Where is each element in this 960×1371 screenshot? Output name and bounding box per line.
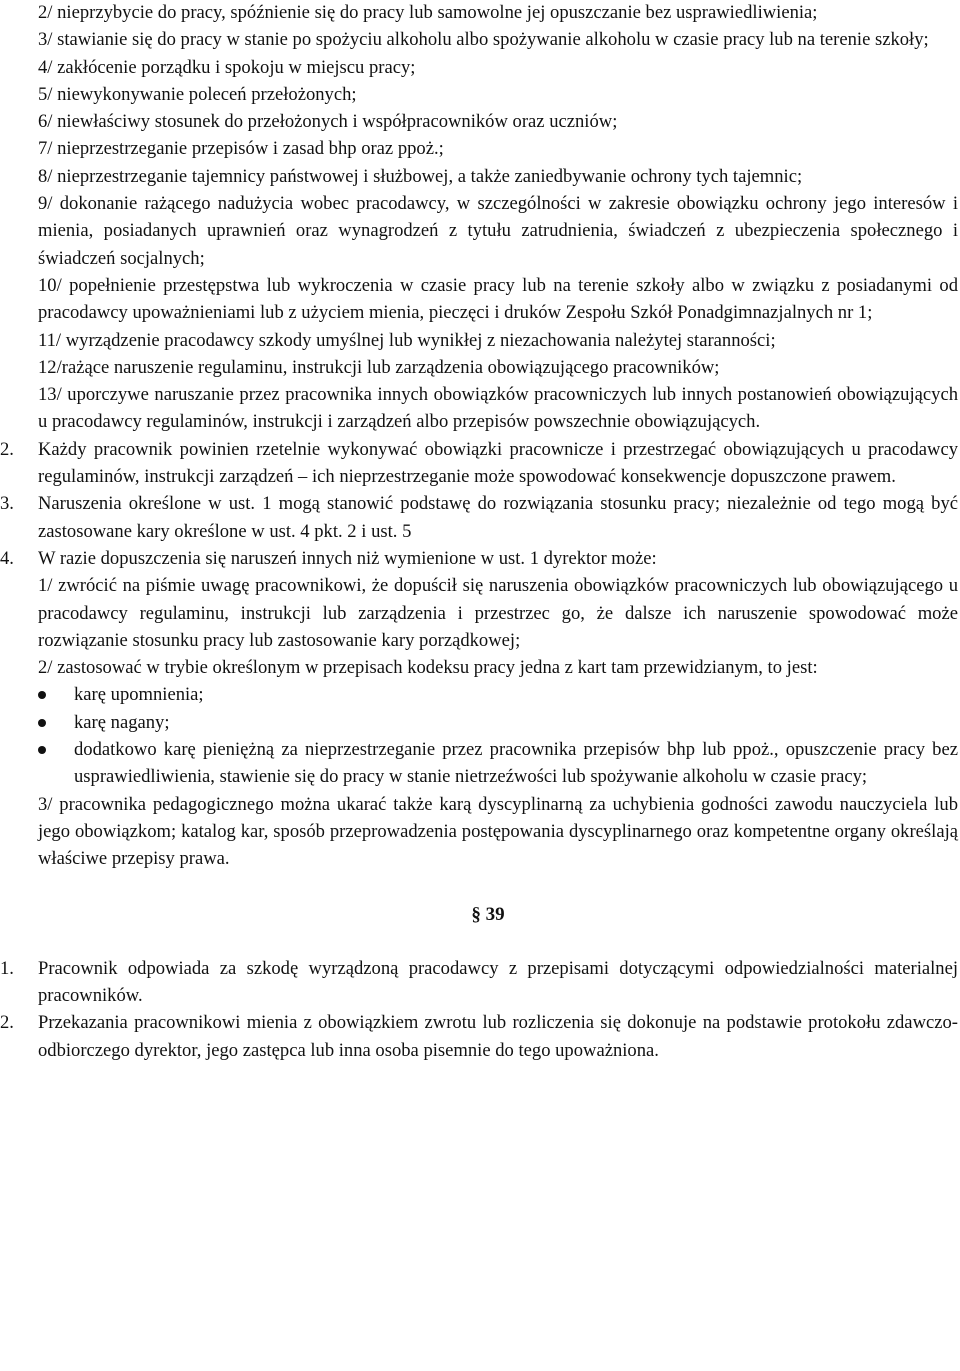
numbered-item bbox=[0, 545, 958, 572]
sub-item-list-1 bbox=[38, 0, 958, 436]
sub-item: 9/ dokonanie rażącego nadużycia wobec pracodawcy, w szczególności w zakresie obowiązku ochrony jego interesów i mienia, posiadanych uprawnień oraz wynagrodzeń z tytułu zatrudnienia, świadczeń z ubezpieczenia społecznego i świadczeń socjalnych; bbox=[38, 193, 958, 269]
sub-item: 2/ zastosować w trybie określonym w przepisach kodeksu pracy jedna z kart tam przewidzianym, to jest: bbox=[38, 657, 818, 679]
penalty-bullet-list bbox=[38, 681, 958, 790]
sub-item: 12/rażące naruszenie regulaminu, instrukcji lub zarządzenia obowiązującego pracowników; bbox=[38, 356, 720, 378]
item-text: Pracownik odpowiada za szkodę wyrządzoną pracodawcy z przepisami dotyczącymi odpowiedzialności materialnej pracowników. bbox=[38, 957, 958, 1007]
sub-item: 7/ nieprzestrzeganie przepisów i zasad bhp oraz ppoż.; bbox=[38, 138, 444, 160]
section-number: 39 bbox=[485, 903, 505, 925]
numbered-list-2 bbox=[0, 955, 958, 1064]
numbered-item bbox=[0, 490, 958, 545]
bullet-item bbox=[38, 736, 958, 791]
item-text: Każdy pracownik powinien rzetelnie wykonywać obowiązki pracownicze i przestrzegać obowiązujących u pracodawcy regulaminów, instrukcji zarządzeń – ich nieprzestrzeganie może spowodować konsekwencje dopuszczone prawem. bbox=[38, 438, 958, 488]
numbered-item bbox=[0, 1009, 958, 1064]
sub-item: 3/ pracownika pedagogicznego można ukarać także karą dyscyplinarną za uchybienia godności zawodu nauczyciela lub jego obowiązkom; katalog kar, sposób przeprowadzenia postępowania dyscyplinarnego oraz kompetentne organy określają właściwe przepisy prawa. bbox=[38, 793, 958, 870]
item-text: W razie dopuszczenia się naruszeń innych niż wymienione w ust. 1 dyrektor może: bbox=[38, 547, 657, 569]
sub-item: 8/ nieprzestrzeganie tajemnicy państwowej i służbowej, a także zaniedbywanie ochrony tych tajemnic; bbox=[38, 165, 803, 187]
bullet-icon bbox=[38, 691, 46, 699]
bullet-item bbox=[38, 709, 958, 736]
item-number: 3. bbox=[0, 493, 14, 515]
item-number: 4. bbox=[0, 547, 14, 569]
bullet-text: karę nagany; bbox=[74, 711, 170, 733]
sub-item: 10/ popełnienie przestępstwa lub wykroczenia w czasie pracy lub na terenie szkoły albo w związku z posiadanymi od pracodawcy upoważnieniami lub z użyciem mienia, pieczęci i druków Zespołu Szkół Ponadgimnazjalnych nr 1; bbox=[38, 274, 958, 324]
item-number: 1. bbox=[0, 957, 14, 979]
bullet-icon bbox=[38, 746, 46, 754]
sub-item: 11/ wyrządzenie pracodawcy szkody umyślnej lub wynikłej z niezachowania należytej staranności; bbox=[38, 329, 776, 351]
numbered-list-1 bbox=[0, 436, 958, 572]
item-number: 2. bbox=[0, 1012, 14, 1034]
section-heading bbox=[38, 901, 958, 928]
sub-item: 2/ nieprzybycie do pracy, spóźnienie się do pracy lub samowolne jej opuszczanie bez usprawiedliwienia; bbox=[38, 2, 818, 23]
sub-item: 13/ uporczywe naruszanie przez pracownika innych obowiązków pracowniczych lub innych postanowień obowiązujących u pracodawcy regulaminów, instrukcji i zarządzeń albo przepisów powszechnie obowiązujących. bbox=[38, 384, 958, 433]
item-number: 2. bbox=[0, 438, 14, 460]
numbered-item bbox=[0, 955, 958, 1010]
bullet-text: karę upomnienia; bbox=[74, 684, 204, 706]
bullet-icon bbox=[38, 719, 46, 727]
item-text: Naruszenia określone w ust. 1 mogą stanowić podstawę do rozwiązania stosunku pracy; niezależnie od tego mogą być zastosowane kary określone w ust. 4 pkt. 2 i ust. 5 bbox=[38, 493, 958, 542]
sub-item: 5/ niewykonywanie poleceń przełożonych; bbox=[38, 83, 357, 105]
sub-item: 3/ stawianie się do pracy w stanie po spożyciu alkoholu albo spożywanie alkoholu w czasie pracy lub na terenie szkoły; bbox=[38, 29, 929, 51]
sub-item: 1/ zwrócić na piśmie uwagę pracownikowi, że dopuścił się naruszenia obowiązków pracowniczych lub obowiązującego u pracodawcy regulaminu, instrukcji lub zarządzenia i przestrzec go, że dalsze ich naruszenie spowodować może rozwiązanie stosunku pracy lub zastosowanie kary porządkowej; bbox=[38, 575, 958, 651]
item-text: Przekazania pracownikowi mienia z obowiązkiem zwrotu lub rozliczenia się dokonuje na podstawie protokołu zdawczo-odbiorczego dyrektor, jego zastępca lub inna osoba pisemnie do tego upoważniona. bbox=[38, 1012, 958, 1061]
sub-item-list-2 bbox=[38, 572, 958, 681]
sub-item: 6/ niewłaściwy stosunek do przełożonych i współpracowników oraz uczniów; bbox=[38, 111, 618, 133]
numbered-item bbox=[0, 436, 958, 491]
section-sign-icon: § bbox=[471, 903, 486, 925]
bullet-text: dodatkowo karę pieniężną za nieprzestrzeganie przez pracownika przepisów bhp lub ppoż., opuszczenie pracy bez usprawiedliwienia, stawienie się do pracy w stanie nietrzeźwości lub spożywanie alkoholu w czasie pracy; bbox=[74, 739, 958, 788]
bullet-item bbox=[38, 681, 958, 708]
sub-item: 4/ zakłócenie porządku i spokoju w miejscu pracy; bbox=[38, 56, 416, 78]
